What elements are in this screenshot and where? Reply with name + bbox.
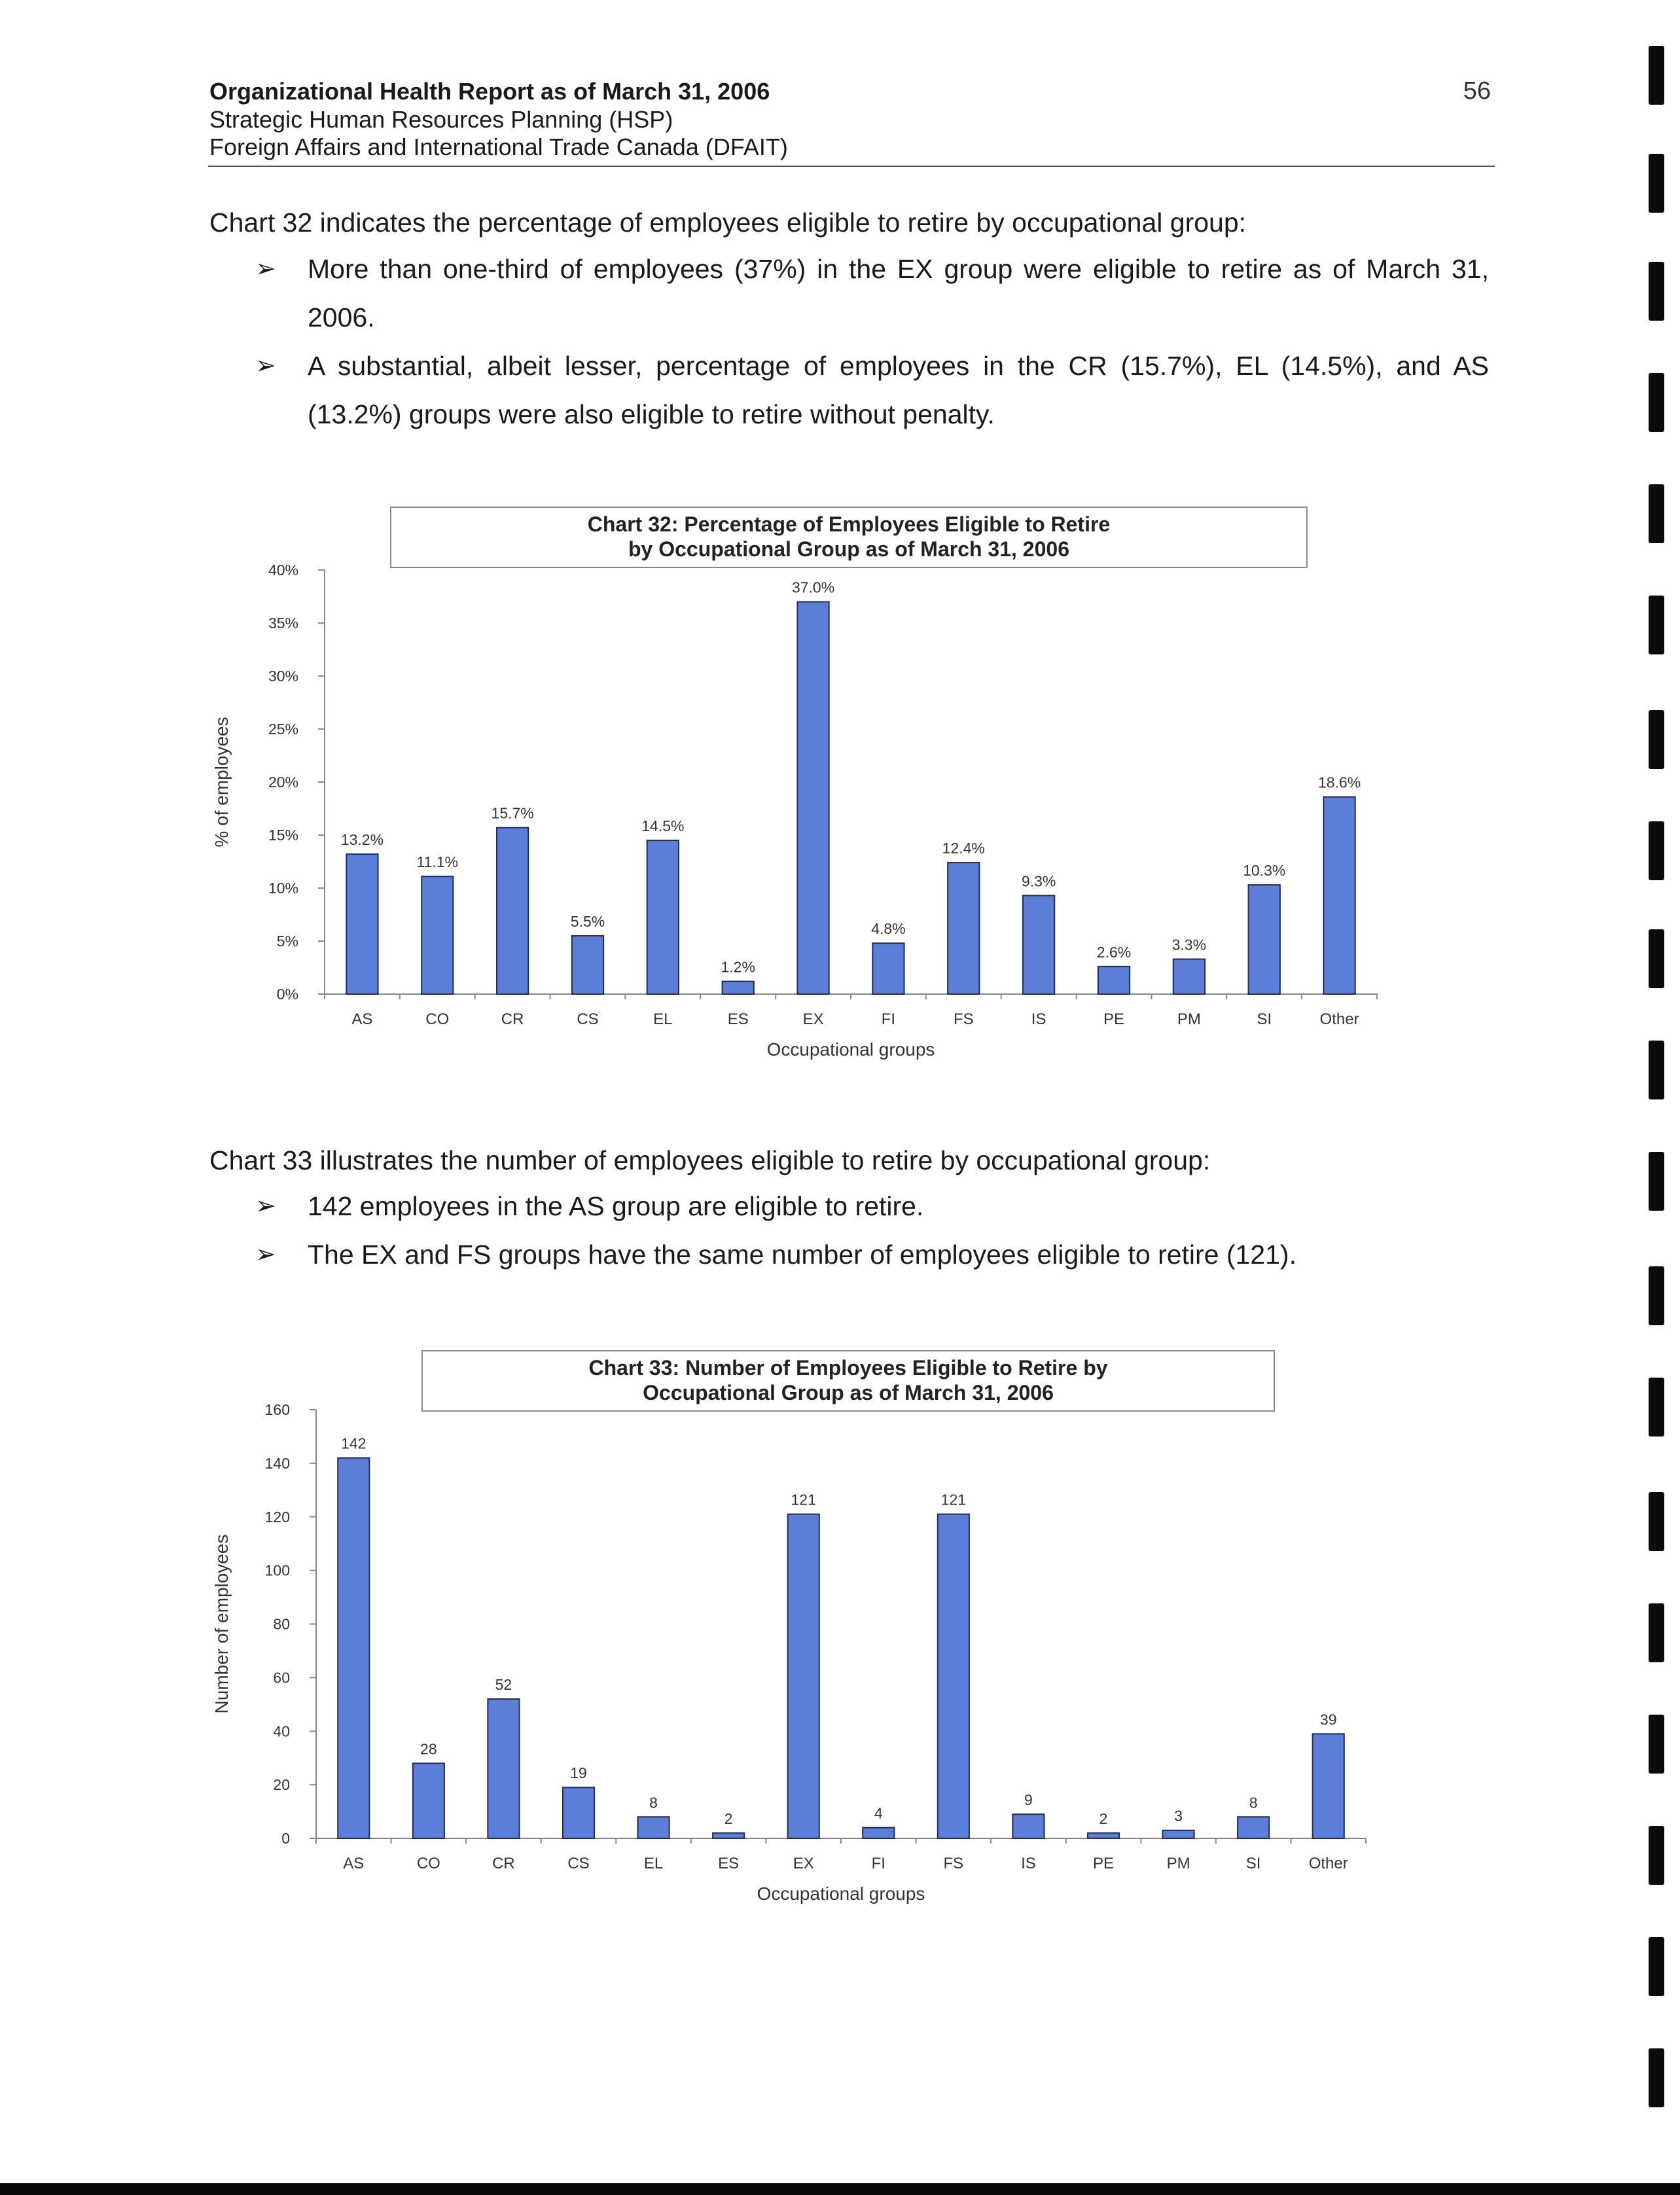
binder-hole-mark (1649, 2048, 1664, 2107)
binder-hole-mark (1649, 1266, 1664, 1325)
bullet-arrow-icon: ➢ (255, 1192, 276, 1220)
chart-33-title-line2: Occupational Group as of March 31, 2006 (643, 1381, 1054, 1404)
chart32-bullet-2 (255, 342, 1489, 438)
y-tick-label: 5% (276, 933, 298, 950)
binder-hole-mark (1649, 373, 1664, 432)
y-tick-label: 30% (268, 668, 298, 685)
x-tick-label: FI (871, 1855, 885, 1872)
data-label: 4 (874, 1804, 883, 1822)
data-label: 1.2% (721, 958, 755, 976)
data-label: 142 (341, 1435, 366, 1452)
x-tick-label: AS (343, 1855, 365, 1872)
x-tick-label: PE (1092, 1855, 1115, 1872)
x-tick-label: CS (567, 1855, 590, 1872)
binder-hole-mark (1649, 710, 1664, 769)
y-tick-label: 40 (273, 1722, 290, 1740)
data-label: 9.3% (1021, 872, 1056, 890)
x-tick-label: FI (881, 1010, 896, 1028)
binder-hole-mark (1649, 1378, 1664, 1437)
y-tick-label: 140 (264, 1454, 290, 1472)
y-tick-label: 20% (268, 774, 298, 791)
y-axis-label: Number of employees (211, 1534, 232, 1714)
data-label: 5.5% (570, 912, 605, 930)
x-tick-label: SI (1245, 1855, 1261, 1872)
x-tick-label: FS (943, 1855, 964, 1872)
bar-cs (572, 936, 603, 994)
x-tick-label: CR (492, 1855, 515, 1872)
data-label: 13.2% (340, 831, 384, 849)
x-tick-label: EL (643, 1855, 664, 1872)
binder-hole-mark (1649, 596, 1664, 654)
bar-ex (788, 1514, 819, 1838)
y-tick-label: 0 (281, 1830, 290, 1847)
x-tick-label: CO (425, 1010, 450, 1028)
report-title: Organizational Health Report as of March 31, 2006 (209, 78, 770, 105)
data-label: 8 (1249, 1794, 1258, 1811)
bar-other (1323, 797, 1355, 994)
bar-es (723, 982, 754, 994)
binder-hole-mark (1649, 1937, 1664, 1996)
binder-hole-mark (1649, 929, 1664, 988)
bar-pm (1173, 959, 1205, 994)
x-tick-label: FS (953, 1010, 974, 1028)
x-tick-label: Other (1319, 1010, 1359, 1028)
chart-33 (196, 1345, 1394, 1921)
bar-el (638, 1817, 670, 1838)
y-tick-label: 10% (268, 880, 298, 897)
bar-co (413, 1763, 444, 1838)
data-label: 14.5% (641, 817, 685, 835)
chart-32 (196, 504, 1394, 1067)
chart32-intro: Chart 32 indicates the percentage of employees eligible to retire by occupational group: (209, 207, 1247, 238)
bar-as (346, 854, 378, 994)
bar-pm (1163, 1830, 1194, 1838)
x-tick-label: ES (718, 1855, 740, 1872)
bullet-arrow-icon: ➢ (255, 1241, 276, 1268)
data-label: 12.4% (942, 840, 985, 857)
x-tick-label: EX (802, 1010, 824, 1028)
x-tick-label: Other (1308, 1855, 1348, 1872)
bar-pe (1088, 1833, 1119, 1838)
chart-32-title (390, 507, 1308, 568)
chart-32-title-line1: Chart 32: Percentage of Employees Eligible to Retire (587, 512, 1111, 536)
y-axis-label: % of employees (211, 717, 232, 848)
chart33-bullet-2 (255, 1230, 1489, 1279)
x-tick-label: PM (1177, 1010, 1201, 1028)
bullet-arrow-icon: ➢ (255, 255, 276, 283)
y-tick-label: 100 (264, 1561, 290, 1579)
data-label: 15.7% (491, 804, 534, 822)
report-organization: Foreign Affairs and International Trade Canada (DFAIT) (209, 134, 788, 160)
data-label: 39 (1319, 1711, 1337, 1728)
y-tick-label: 35% (268, 615, 298, 632)
bar-cr (488, 1699, 519, 1838)
bar-el (647, 840, 679, 994)
binder-hole-mark (1649, 262, 1664, 321)
x-tick-label: CS (577, 1010, 599, 1028)
y-tick-label: 25% (268, 721, 298, 738)
data-label: 121 (791, 1491, 816, 1508)
bar-si (1249, 885, 1280, 994)
data-label: 52 (495, 1676, 512, 1694)
chart32-bullet-1 (255, 245, 1489, 342)
x-tick-label: SI (1257, 1010, 1272, 1028)
bar-fi (863, 1828, 894, 1838)
data-label: 37.0% (791, 579, 835, 596)
data-label: 19 (570, 1764, 587, 1782)
y-tick-label: 160 (264, 1401, 290, 1418)
bar-is (1023, 895, 1054, 994)
x-tick-label: ES (727, 1010, 749, 1028)
bar-co (421, 876, 453, 994)
chart-32-title-line2: by Occupational Group as of March 31, 2006 (628, 537, 1069, 561)
data-label: 9 (1024, 1791, 1033, 1809)
bar-is (1012, 1814, 1044, 1838)
bar-as (338, 1458, 369, 1838)
y-tick-label: 40% (268, 562, 298, 579)
data-label: 3.3% (1171, 936, 1207, 954)
chart-33-title (421, 1350, 1275, 1412)
bar-other (1313, 1734, 1344, 1838)
data-label: 8 (649, 1794, 658, 1811)
chart-33-svg (196, 1345, 1394, 1921)
x-tick-label: AS (351, 1010, 373, 1028)
bullet-text: A substantial, albeit lesser, percentage of employees in the CR (15.7%), EL (14.5%), and AS (13.2%) groups were also eligible to retire without penalty. (308, 351, 1489, 429)
bar-es (713, 1833, 744, 1838)
y-tick-label: 60 (273, 1669, 290, 1686)
binder-hole-mark (1649, 484, 1664, 543)
data-label: 121 (940, 1491, 967, 1508)
binder-hole-mark (1649, 1492, 1664, 1551)
binder-hole-mark (1649, 1826, 1664, 1885)
x-tick-label: IS (1021, 1855, 1036, 1872)
chart33-intro: Chart 33 illustrates the number of employees eligible to retire by occupational group: (209, 1145, 1211, 1175)
y-tick-label: 120 (264, 1508, 290, 1526)
y-tick-label: 0% (276, 986, 298, 1003)
chart33-bullet-1 (255, 1182, 1489, 1230)
x-tick-label: PM (1166, 1855, 1190, 1872)
bar-si (1238, 1817, 1269, 1838)
bar-fs (938, 1514, 969, 1838)
chart-33-title-line1: Chart 33: Number of Employees Eligible to Retire by (588, 1356, 1108, 1380)
data-label: 4.8% (871, 920, 906, 938)
page-number: 56 (1463, 77, 1491, 105)
data-label: 2 (724, 1810, 733, 1827)
x-axis-label: Occupational groups (766, 1039, 935, 1060)
data-label: 10.3% (1243, 862, 1286, 880)
data-label: 11.1% (416, 853, 459, 871)
data-label: 2.6% (1096, 943, 1132, 961)
bar-cr (497, 828, 528, 994)
data-label: 2 (1099, 1810, 1108, 1827)
bar-fs (948, 863, 979, 994)
x-tick-label: CR (501, 1010, 524, 1028)
x-tick-label: IS (1031, 1010, 1046, 1028)
data-label: 28 (420, 1740, 437, 1758)
bar-cs (563, 1787, 594, 1838)
x-tick-label: EX (793, 1855, 814, 1872)
x-tick-label: PE (1103, 1010, 1125, 1028)
chart-32-svg (196, 504, 1394, 1067)
x-tick-label: CO (416, 1855, 440, 1872)
report-department: Strategic Human Resources Planning (HSP) (209, 106, 673, 133)
bar-pe (1098, 967, 1130, 994)
page-header (209, 77, 1493, 161)
bullet-text: 142 employees in the AS group are eligible to retire. (308, 1191, 924, 1221)
binder-hole-mark (1649, 821, 1664, 880)
bullet-text: More than one-third of employees (37%) in the EX group were eligible to retire as of March 31, 2006. (308, 254, 1489, 332)
binder-hole-mark (1649, 1041, 1664, 1099)
y-tick-label: 80 (273, 1615, 290, 1633)
binder-hole-mark (1649, 1603, 1664, 1662)
header-divider (208, 166, 1495, 167)
bullet-arrow-icon: ➢ (255, 352, 276, 380)
x-tick-label: EL (653, 1010, 673, 1028)
binder-hole-mark (1649, 1152, 1664, 1211)
data-label: 18.6% (1317, 774, 1361, 791)
scan-bottom-edge (0, 2183, 1680, 2195)
binder-hole-mark (1649, 1715, 1664, 1774)
data-label: 3 (1174, 1807, 1183, 1825)
x-axis-label: Occupational groups (757, 1883, 925, 1904)
binder-hole-mark (1649, 154, 1664, 213)
bar-fi (872, 943, 904, 994)
y-tick-label: 15% (268, 827, 298, 844)
bar-ex (797, 602, 829, 994)
bullet-text: The EX and FS groups have the same number of employees eligible to retire (121). (308, 1240, 1296, 1270)
y-tick-label: 20 (273, 1776, 290, 1794)
binder-hole-mark (1649, 46, 1664, 105)
